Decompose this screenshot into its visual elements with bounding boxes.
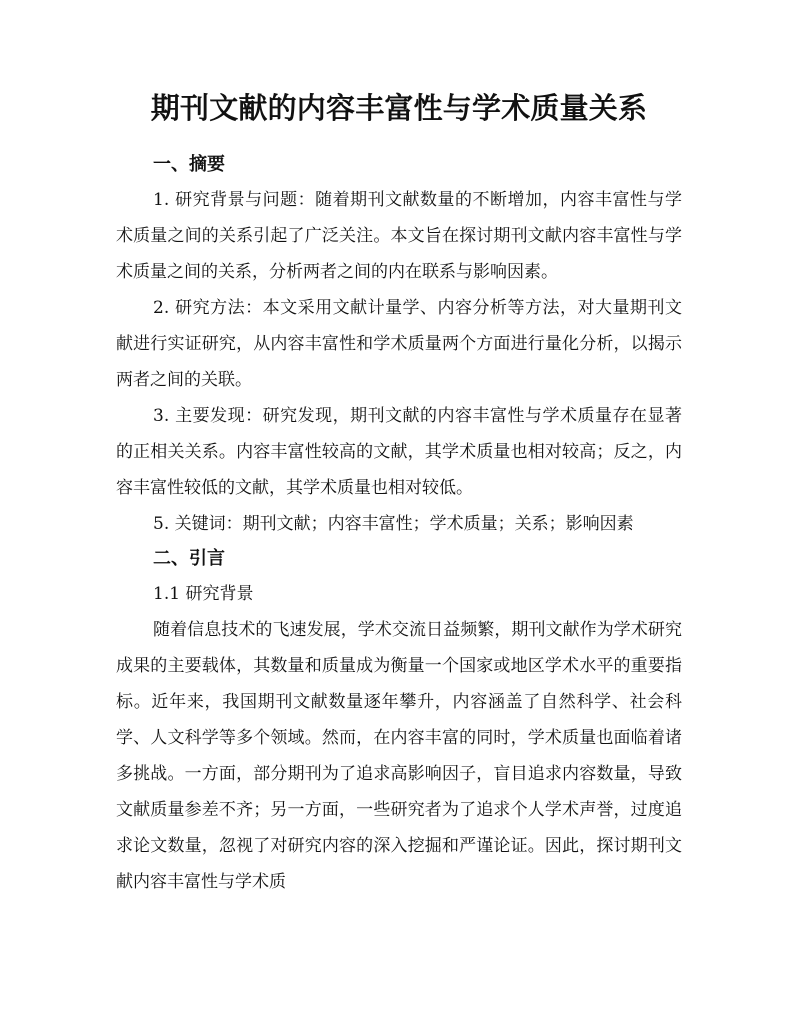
abstract-method-paragraph: 2. 研究方法：本文采用文献计量学、内容分析等方法，对大量期刊文献进行实证研究，从内容丰富性和学术质量两个方面进行量化分析，以揭示两者之间的关联。 [116,298,682,390]
abstract-findings-paragraph: 3. 主要发现：研究发现，期刊文献的内容丰富性与学术质量存在显著的正相关关系。内容丰富性较高的文献，其学术质量也相对较高；反之，内容丰富性较低的文献，其学术质量也相对较低。 [116,406,682,498]
subsection-heading-background: 1.1 研究背景 [153,584,254,604]
section-heading-introduction: 二、引言 [153,548,225,569]
section-heading-abstract: 一、摘要 [153,154,225,175]
abstract-background-paragraph: 1. 研究背景与问题：随着期刊文献数量的不断增加，内容丰富性与学术质量之间的关系引起了广泛关注。本文旨在探讨期刊文献内容丰富性与学术质量之间的关系，分析两者之间的内在联系与影响因素。 [116,190,682,282]
document-title: 期刊文献的内容丰富性与学术质量关系 [150,91,648,125]
introduction-background-paragraph: 随着信息技术的飞速发展，学术交流日益频繁，期刊文献作为学术研究成果的主要载体，其数量和质量成为衡量一个国家或地区学术水平的重要指标。近年来，我国期刊文献数量逐年攀升，内容涵盖了自然科学、社会科学、人文科学等多个领域。然而，在内容丰富的同时，学术质量也面临着诸多挑战。一方面，部分期刊为了追求高影响因子，盲目追求内容数量，导致文献质量参差不齐；另一方面，一些研究者为了追求个人学术声誉，过度追求论文数量，忽视了对研究内容的深入挖掘和严谨论证。因此，探讨期刊文献内容丰富性与学术质 [116,620,682,892]
document-page [116,88,682,900]
abstract-keywords-paragraph: 5. 关键词：期刊文献；内容丰富性；学术质量；关系；影响因素 [153,514,634,534]
